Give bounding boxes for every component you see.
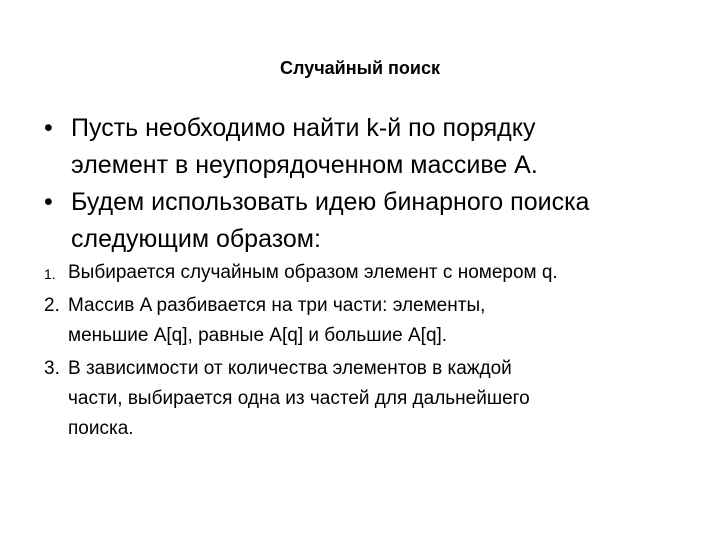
bullet-line: Будем использовать идею бинарного поиска xyxy=(71,188,590,216)
numbered-line: Массив A разбивается на три части: элементы, xyxy=(68,295,486,316)
numbered-line: поиска. xyxy=(68,418,134,439)
bullet-item xyxy=(44,184,694,258)
numbered-item xyxy=(44,291,704,351)
bullet-marker: • xyxy=(44,114,53,142)
numbered-line: меньшие A[q], равные A[q] и большие A[q]. xyxy=(68,325,448,346)
numbered-item xyxy=(44,258,704,288)
number-marker: 3. xyxy=(44,358,60,379)
numbered-list xyxy=(44,258,704,447)
number-marker: 1. xyxy=(44,266,56,282)
bullet-line: следующим образом: xyxy=(71,225,321,253)
bullet-line: элемент в неупорядоченном массиве A. xyxy=(71,151,538,179)
bullet-marker: • xyxy=(44,188,53,216)
bullet-list xyxy=(44,110,694,258)
number-marker: 2. xyxy=(44,295,60,316)
slide-title: Случайный поиск xyxy=(280,58,440,78)
bullet-line: Пусть необходимо найти k-й по порядку xyxy=(71,114,536,142)
numbered-line: части, выбирается одна из частей для дальнейшего xyxy=(68,388,530,409)
numbered-item xyxy=(44,354,704,444)
bullet-item xyxy=(44,110,694,184)
numbered-line: В зависимости от количества элементов в каждой xyxy=(68,358,512,379)
numbered-line: Выбирается случайным образом элемент с номером q. xyxy=(68,262,558,283)
